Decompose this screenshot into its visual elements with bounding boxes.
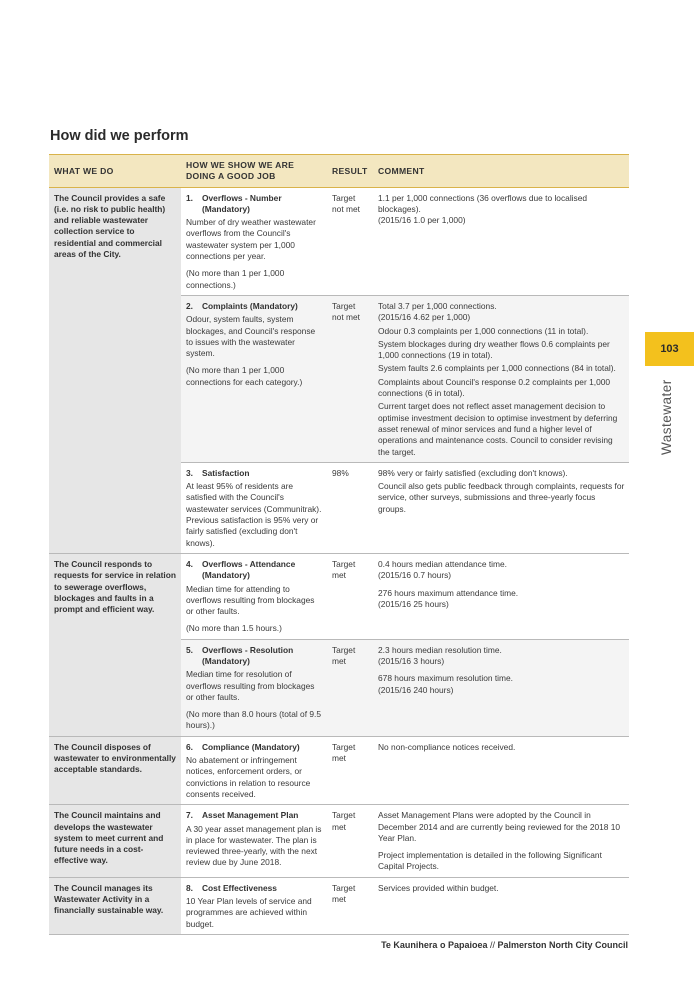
result-cell: Target not met (327, 295, 373, 462)
comment-line: (2015/16 3 hours) (378, 655, 445, 666)
comment-line: Current target does not reflect asset management decision to optimise investment decision to optimise investment by deferring asset renewal of minor services and fund a higher level of operations and maintenance costs. Council to consider revising the target. (378, 401, 618, 457)
comment-cell (373, 462, 629, 553)
measure-description: Number of dry weather wastewater overflows from the Council's wastewater system per 1,000 connections per year. (186, 217, 316, 262)
measure-title: 5. Overflows - Resolution (Mandatory) (186, 644, 294, 666)
comment-line: Total 3.7 per 1,000 connections. (378, 300, 497, 311)
table-row (49, 805, 629, 877)
page-number-tab: 103 (645, 332, 694, 366)
comment-line: 0.4 hours median attendance time. (378, 558, 507, 569)
comment-line: System blockages during dry weather flows 0.6 complaints per 1,000 connections (19 in total). (378, 338, 610, 361)
measure-description: Median time for attending to overflows resulting from blockages or other faults. (186, 583, 315, 617)
result-cell: Target met (327, 639, 373, 736)
result-cell: Target met (327, 736, 373, 804)
what-we-do-cell: The Council provides a safe (i.e. no risk to public health) and reliable wastewater collection service to residential and commercial areas of the City. (49, 187, 181, 553)
comment-cell (373, 736, 629, 804)
comment-line: (2015/16 25 hours) (378, 598, 449, 609)
comment-line: Services provided within budget. (378, 882, 499, 893)
result-cell: Target not met (327, 187, 373, 295)
result-cell: Target met (327, 877, 373, 934)
measure-cell (181, 462, 327, 553)
comment-line: 276 hours maximum attendance time. (378, 587, 519, 598)
footer-separator: // (487, 940, 498, 950)
comment-cell (373, 187, 629, 295)
what-we-do-cell: The Council manages its Wastewater Activity in a financially sustainable way. (49, 877, 181, 934)
measure-cell (181, 805, 327, 877)
measure-description: Median time for resolution of overflows resulting from blockages or other faults. (186, 669, 315, 702)
measure-title: 2. Complaints (Mandatory) (186, 300, 298, 311)
comment-line: Project implementation is detailed in the following Significant Capital Projects. (378, 850, 602, 872)
comment-line: (2015/16 240 hours) (378, 684, 454, 695)
comment-line: 678 hours maximum resolution time. (378, 673, 513, 684)
measure-target: (No more than 1.5 hours.) (186, 623, 282, 634)
measure-title: 8. Cost Effectiveness (186, 882, 277, 893)
page-title: How did we perform (50, 128, 189, 144)
measure-cell (181, 187, 327, 295)
comment-line: (2015/16 0.7 hours) (378, 570, 452, 581)
measure-target: (No more than 1 per 1,000 connections.) (186, 268, 285, 290)
result-cell: 98% (327, 462, 373, 553)
comment-cell (373, 553, 629, 639)
measure-title: 1. Overflows - Number (Mandatory) (186, 192, 282, 214)
comment-line: System faults 2.6 complaints per 1,000 connections (84 in total). (378, 363, 616, 374)
measure-cell (181, 877, 327, 934)
measure-target: (No more than 1 per 1,000 connections for each category.) (186, 365, 303, 387)
measure-title: 6. Compliance (Mandatory) (186, 741, 300, 752)
page-footer (381, 940, 628, 950)
what-we-do-cell: The Council maintains and develops the wastewater system to meet current and future needs in a cost-effective way. (49, 805, 181, 877)
section-label: Wastewater (659, 379, 674, 455)
table-row (49, 553, 629, 639)
measure-description: Odour, system faults, system blockages, and Council's response to issues with the wastewater system. (186, 314, 316, 359)
header-comment: COMMENT (373, 155, 629, 188)
comment-cell (373, 639, 629, 736)
measure-cell (181, 639, 327, 736)
header-what-we-do: WHAT WE DO (49, 155, 181, 188)
comment-line: 1.1 per 1,000 connections (36 overflows due to localised blockages). (378, 192, 588, 214)
measure-cell (181, 736, 327, 804)
comment-line: Complaints about Council's response 0.2 complaints per 1,000 connections (6 in total). (378, 376, 611, 399)
comment-line: Asset Management Plans were adopted by the Council in December 2014 and are currently being reviewed for the 2018 10 Year Plan. (378, 810, 621, 843)
what-we-do-cell: The Council disposes of wastewater to environmentally acceptable standards. (49, 736, 181, 804)
measure-description: A 30 year asset management plan is in place for wastewater. The plan is reviewed three-yearly, with the next review due by June 2018. (186, 823, 322, 868)
comment-line: No non-compliance notices received. (378, 741, 516, 752)
result-cell: Target met (327, 553, 373, 639)
comment-line: (2015/16 1.0 per 1,000) (378, 215, 466, 226)
footer-org-maori: Te Kaunihera o Papaioea (381, 940, 488, 950)
what-we-do-cell: The Council responds to requests for service in relation to sewerage overflows, blockages and faults in a prompt and efficient way. (49, 553, 181, 736)
header-result: RESULT (327, 155, 373, 188)
comment-line: Odour 0.3 complaints per 1,000 connections (11 in total). (378, 325, 589, 336)
header-how-line2: DOING A GOOD JOB (186, 171, 276, 182)
footer-org-english: Palmerston North City Council (497, 940, 628, 950)
comment-cell (373, 805, 629, 877)
measure-title: 7. Asset Management Plan (186, 810, 299, 821)
table-row (49, 736, 629, 804)
table-row (49, 187, 629, 295)
measure-description: At least 95% of residents are satisfied with the Council's wastewater services (Communitrak). Previous satisfaction is 95% very or fairly satisfied (excluding don't knows). (186, 481, 322, 548)
comment-line: (2015/16 4.62 per 1,000) (378, 312, 471, 323)
measure-cell (181, 553, 327, 639)
comment-cell (373, 295, 629, 462)
measure-title: 4. Overflows - Attendance (Mandatory) (186, 558, 296, 581)
result-cell: Target met (327, 805, 373, 877)
measure-description: 10 Year Plan levels of service and programmes are achieved within budget. (186, 896, 312, 929)
performance-table (49, 154, 629, 935)
comment-line: Council also gets public feedback through complaints, requests for service, other surveys, submissions and three-yearly focus groups. (378, 481, 625, 514)
comment-cell (373, 877, 629, 934)
header-how-we-show (181, 155, 327, 188)
measure-cell (181, 295, 327, 462)
measure-target: (No more than 8.0 hours (total of 9.5 hours).) (186, 709, 322, 731)
comment-line: 2.3 hours median resolution time. (378, 644, 502, 655)
table-header-row (49, 155, 629, 188)
measure-description: No abatement or infringement notices, enforcement orders, or convictions in relation to resource consents received. (186, 755, 311, 799)
measure-title: 3. Satisfaction (186, 467, 250, 478)
comment-line: 98% very or fairly satisfied (excluding don't knows). (378, 467, 568, 478)
table-row (49, 877, 629, 934)
header-how-line1: HOW WE SHOW WE ARE (186, 160, 295, 170)
